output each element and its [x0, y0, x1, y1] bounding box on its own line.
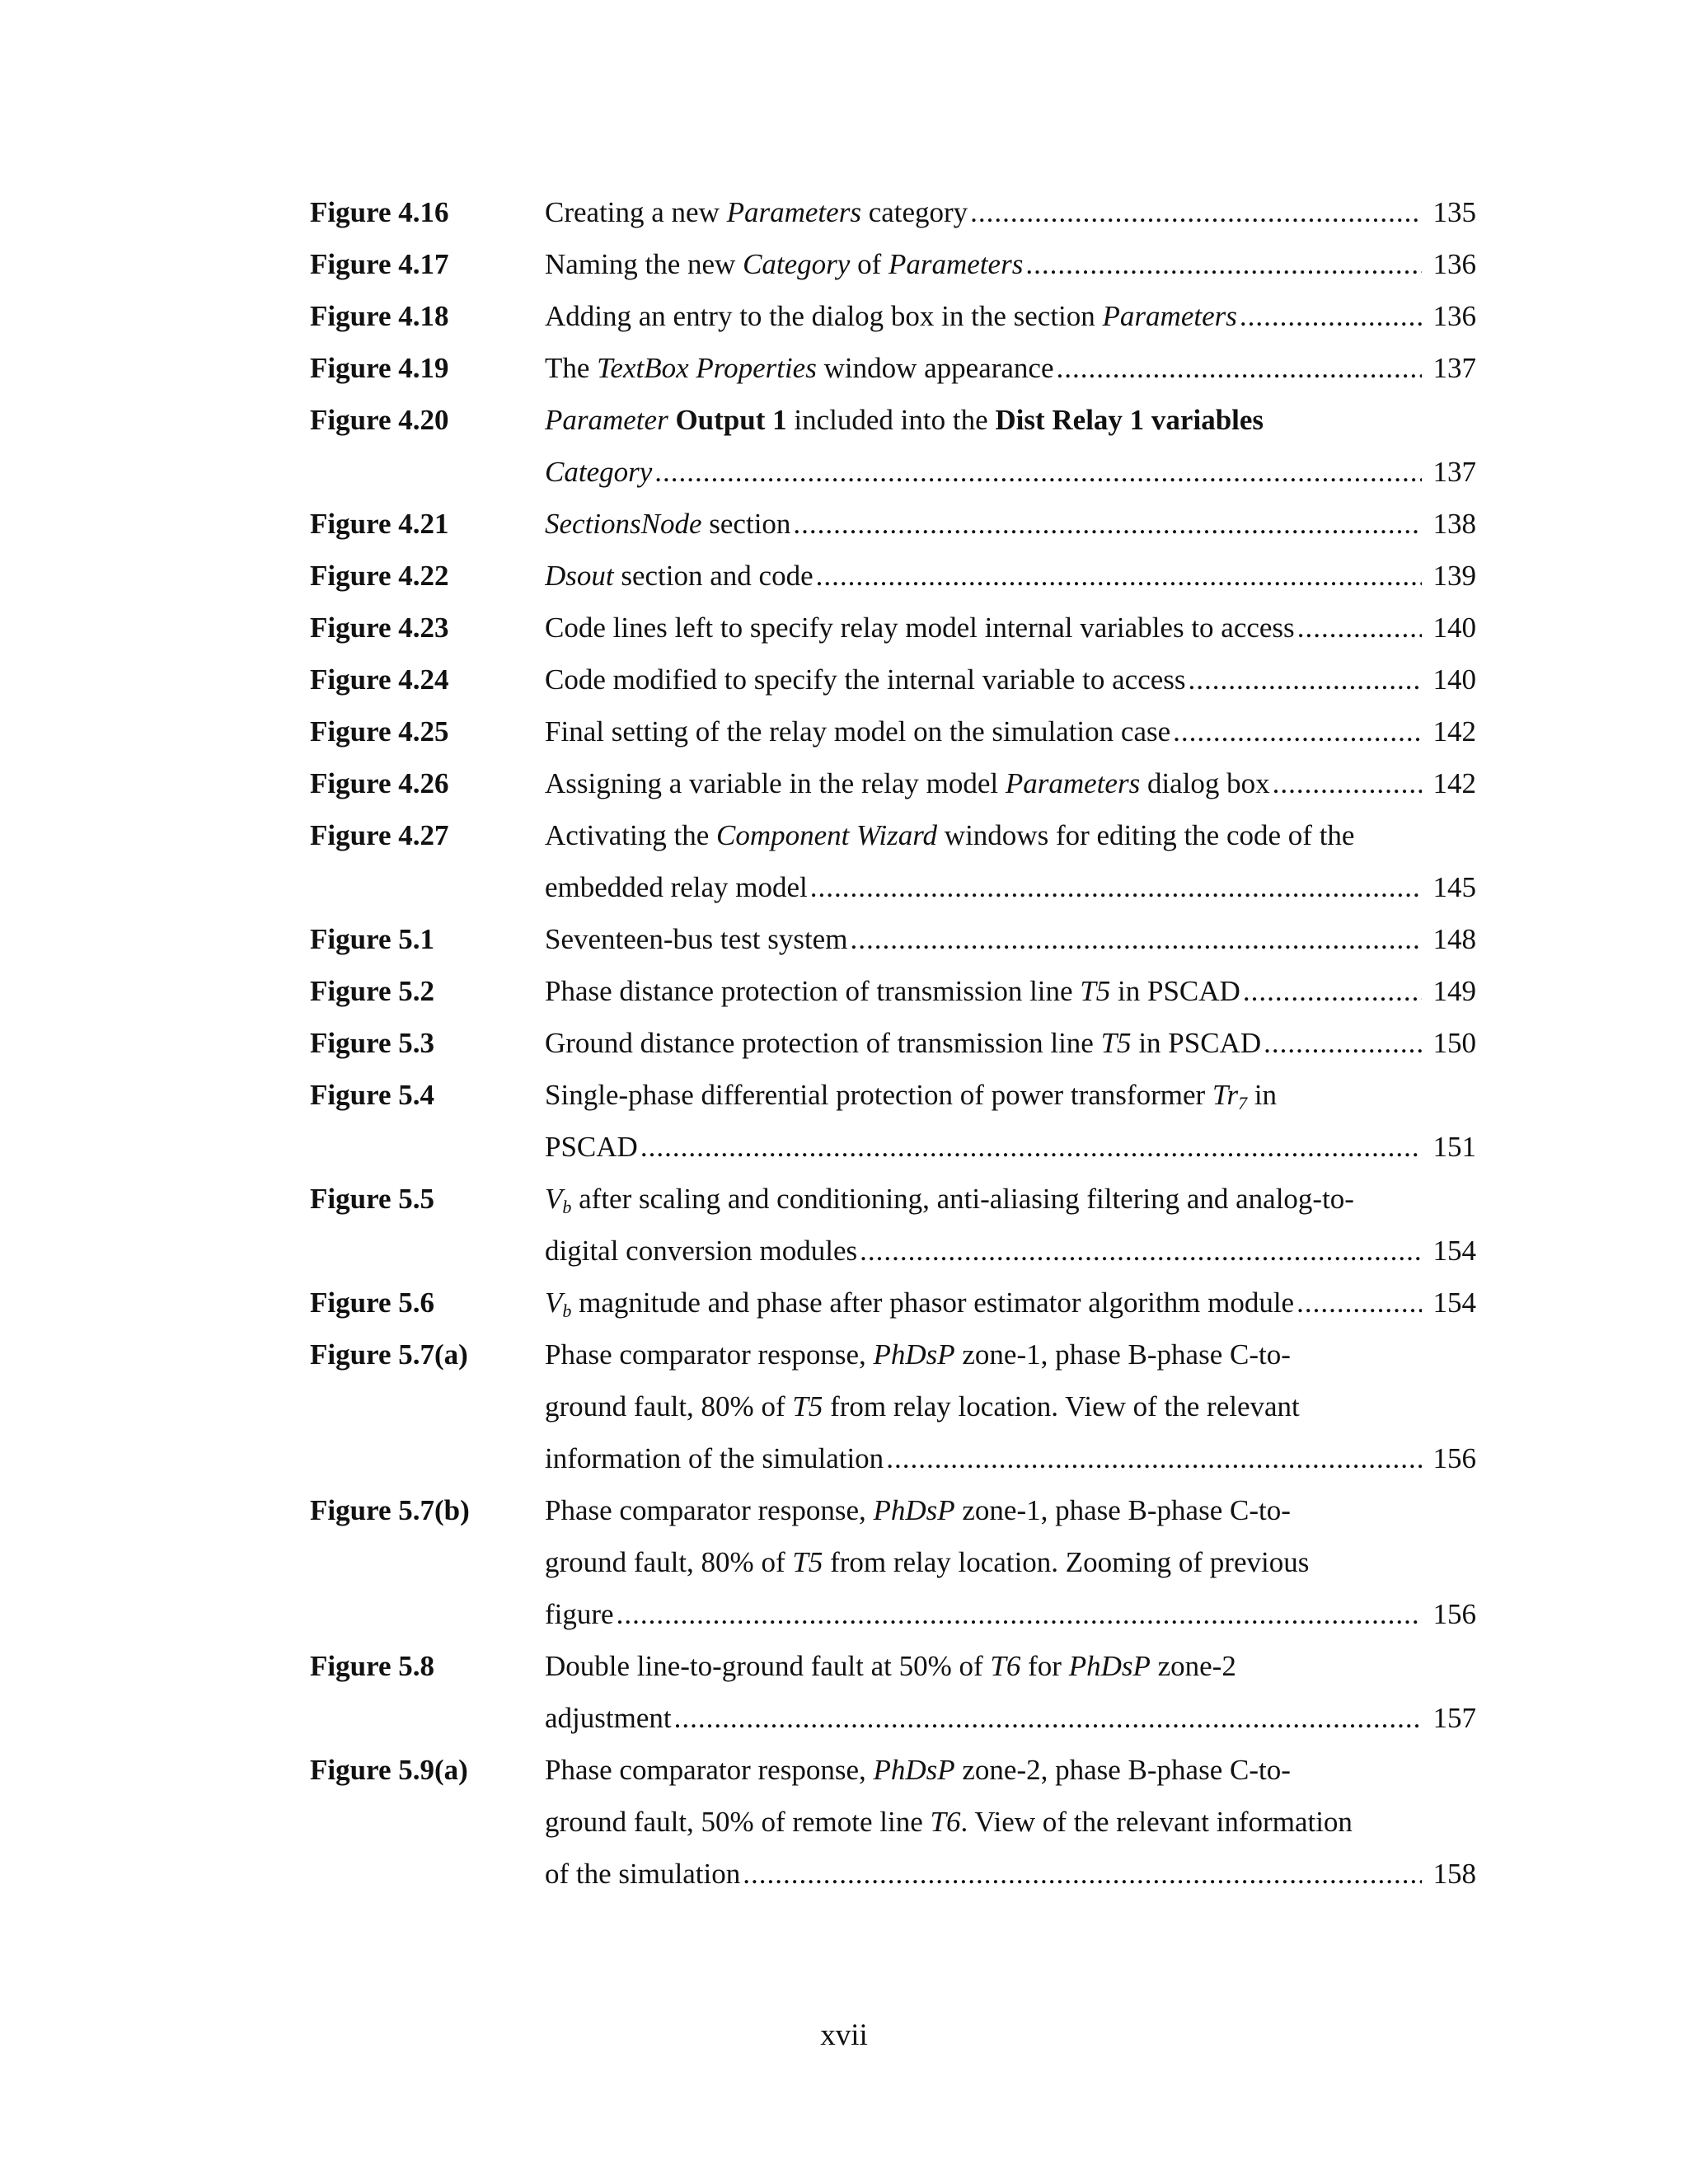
figure-caption-line: Code lines left to specify relay model internal variables to access ..... 140: [545, 602, 1476, 654]
figure-caption-line: adjustment ..... 157: [545, 1692, 1476, 1744]
toc-entry: [310, 602, 1476, 654]
figure-caption-line: $V_b$ after scaling and conditioning, anti-aliasing filtering and analog-to-: [545, 1183, 1354, 1217]
toc-entry: [310, 394, 1476, 498]
page-ref: 148: [1432, 923, 1476, 955]
dot-leader: [1186, 654, 1422, 705]
figure-label: Figure 4.19: [310, 352, 449, 384]
page-ref: 158: [1432, 1858, 1476, 1890]
toc-entry: [310, 1017, 1476, 1069]
page-ref: 137: [1432, 456, 1476, 488]
dot-leader: [1237, 290, 1422, 342]
figure-caption-line: SectionsNode section ..... 138: [545, 498, 1476, 550]
page-ref: 154: [1432, 1286, 1476, 1319]
figure-label: Figure 4.27: [310, 819, 449, 851]
toc-entry: [310, 705, 1476, 757]
dot-leader: [740, 1848, 1422, 1900]
toc-entry: [310, 290, 1476, 342]
figure-label: Figure 5.1: [310, 923, 435, 955]
figure-label: Figure 4.16: [310, 196, 449, 228]
figure-label: Figure 4.18: [310, 300, 449, 332]
figure-caption-line: Naming the new Category of Parameters ..... 136: [545, 238, 1476, 290]
dot-leader: [847, 913, 1422, 965]
figure-label: Figure 5.6: [310, 1286, 435, 1319]
toc-entry: [310, 654, 1476, 705]
page-ref: 142: [1432, 715, 1476, 748]
dot-leader: [1261, 1017, 1422, 1069]
dot-leader: [652, 446, 1422, 498]
figure-caption-line: PSCAD ..... 151: [545, 1121, 1476, 1173]
figure-caption-line: The TextBox Properties window appearance ..... 137: [545, 342, 1476, 394]
page-ref: 140: [1432, 663, 1476, 696]
figure-label: Figure 5.7(b): [310, 1494, 470, 1526]
figure-label: Figure 4.25: [310, 715, 449, 748]
figure-caption-line: Parameter Output 1 included into the Dist Relay 1 variables: [545, 404, 1264, 436]
toc-entry: [310, 186, 1476, 238]
page-ref: 135: [1432, 196, 1476, 228]
dot-leader: [1270, 757, 1422, 809]
toc-entry: [310, 1069, 1476, 1173]
page-ref: 142: [1432, 767, 1476, 799]
dot-leader: [1295, 602, 1422, 654]
figure-caption-line: information of the simulation ..... 156: [545, 1432, 1476, 1484]
figure-label: Figure 5.5: [310, 1183, 435, 1215]
toc-entry: [310, 1484, 1476, 1640]
toc-entry: [310, 913, 1476, 965]
toc-entry: [310, 1329, 1476, 1484]
dot-leader: [857, 1225, 1422, 1277]
dot-leader: [808, 861, 1422, 913]
figure-caption-line: Dsout section and code ..... 139: [545, 550, 1476, 602]
dot-leader: [638, 1121, 1422, 1173]
dot-leader: [814, 550, 1422, 602]
page-ref: 137: [1432, 352, 1476, 384]
figure-caption-line: Activating the Component Wizard windows for editing the code of the: [545, 819, 1355, 851]
figure-label: Figure 5.8: [310, 1650, 435, 1682]
dot-leader: [1170, 705, 1422, 757]
toc-entry: [310, 238, 1476, 290]
dot-leader: [968, 186, 1422, 238]
figure-caption-line: ground fault, 50% of remote line T6. View of the relevant information: [545, 1806, 1353, 1838]
dot-leader: [614, 1588, 1422, 1640]
dot-leader: [1023, 238, 1422, 290]
page-ref: 136: [1432, 248, 1476, 280]
figure-caption-line: Phase distance protection of transmission line T5 in PSCAD ..... 149: [545, 965, 1476, 1017]
dot-leader: [790, 498, 1422, 550]
figure-label: Figure 5.7(a): [310, 1338, 468, 1371]
figure-label: Figure 4.17: [310, 248, 449, 280]
figure-caption-line: ground fault, 80% of T5 from relay location. View of the relevant: [545, 1390, 1300, 1422]
page-ref: 154: [1432, 1235, 1476, 1267]
page-ref: 149: [1432, 975, 1476, 1007]
figure-caption-line: ground fault, 80% of T5 from relay location. Zooming of previous: [545, 1546, 1310, 1578]
dot-leader: [1240, 965, 1422, 1017]
figure-caption-line: embedded relay model ..... 145: [545, 861, 1476, 913]
dot-leader: [1294, 1277, 1422, 1329]
page-ref: 140: [1432, 612, 1476, 644]
dot-leader: [1053, 342, 1422, 394]
figure-caption-line: of the simulation ..... 158: [545, 1848, 1476, 1900]
figure-caption-line: Phase comparator response, PhDsP zone-1, phase B-phase C-to-: [545, 1338, 1291, 1371]
figure-caption-line: Double line-to-ground fault at 50% of T6 for PhDsP zone-2: [545, 1650, 1236, 1682]
toc-entry: [310, 498, 1476, 550]
figure-label: Figure 5.4: [310, 1079, 435, 1111]
page-ref: 150: [1432, 1027, 1476, 1059]
page-ref: 145: [1432, 871, 1476, 903]
toc-entry: [310, 342, 1476, 394]
page-ref: 156: [1432, 1598, 1476, 1630]
page-ref: 138: [1432, 508, 1476, 540]
figure-caption-line: Ground distance protection of transmission line T5 in PSCAD ..... 150: [545, 1017, 1476, 1069]
figure-label: Figure 5.3: [310, 1027, 435, 1059]
page-ref: 136: [1432, 300, 1476, 332]
figure-caption-line: Assigning a variable in the relay model Parameters dialog box ..... 142: [545, 757, 1476, 809]
toc-entry: [310, 550, 1476, 602]
figure-label: Figure 4.21: [310, 508, 449, 540]
figure-caption-line: figure ..... 156: [545, 1588, 1476, 1640]
figure-label: Figure 4.23: [310, 612, 449, 644]
figure-label: Figure 5.9(a): [310, 1754, 468, 1786]
figure-label: Figure 4.24: [310, 663, 449, 696]
figure-caption-line: Seventeen-bus test system ..... 148: [545, 913, 1476, 965]
toc-entry: [310, 1744, 1476, 1900]
figure-caption-line: Single-phase differential protection of power transformer $Tr_7$ in: [545, 1079, 1278, 1113]
figure-label: Figure 5.2: [310, 975, 435, 1007]
figure-label: Figure 4.20: [310, 404, 449, 436]
page-ref: 156: [1432, 1442, 1476, 1474]
figure-caption-line: Creating a new Parameters category ..... 135: [545, 186, 1476, 238]
figure-caption-line: Final setting of the relay model on the simulation case ..... 142: [545, 705, 1476, 757]
page-ref: 151: [1432, 1131, 1476, 1163]
figure-caption-line: Phase comparator response, PhDsP zone-2, phase B-phase C-to-: [545, 1754, 1291, 1786]
figure-caption-line: Phase comparator response, PhDsP zone-1, phase B-phase C-to-: [545, 1494, 1291, 1526]
figure-caption-line: Category ..... 137: [545, 446, 1476, 498]
figure-caption-line: Code modified to specify the internal variable to access ..... 140: [545, 654, 1476, 705]
dot-leader: [672, 1692, 1422, 1744]
toc-entry: [310, 1277, 1476, 1329]
toc-entry: [310, 1173, 1476, 1277]
toc-entry: [310, 757, 1476, 809]
figure-caption-line: digital conversion modules ..... 154: [545, 1225, 1476, 1277]
toc-entry: [310, 809, 1476, 913]
toc-entry: [310, 1640, 1476, 1744]
figure-caption-line: Adding an entry to the dialog box in the section Parameters ..... 136: [545, 290, 1476, 342]
figure-label: Figure 4.22: [310, 560, 449, 592]
toc-entry: [310, 965, 1476, 1017]
list-of-figures: [310, 186, 1476, 1900]
page-ref: 157: [1432, 1702, 1476, 1734]
figure-caption-line: $V_b$ magnitude and phase after phasor estimator algorithm module ..... 154: [545, 1277, 1476, 1329]
page-number: xvii: [820, 2018, 868, 2052]
dot-leader: [884, 1432, 1422, 1484]
page-ref: 139: [1432, 560, 1476, 592]
figure-label: Figure 4.26: [310, 767, 449, 799]
